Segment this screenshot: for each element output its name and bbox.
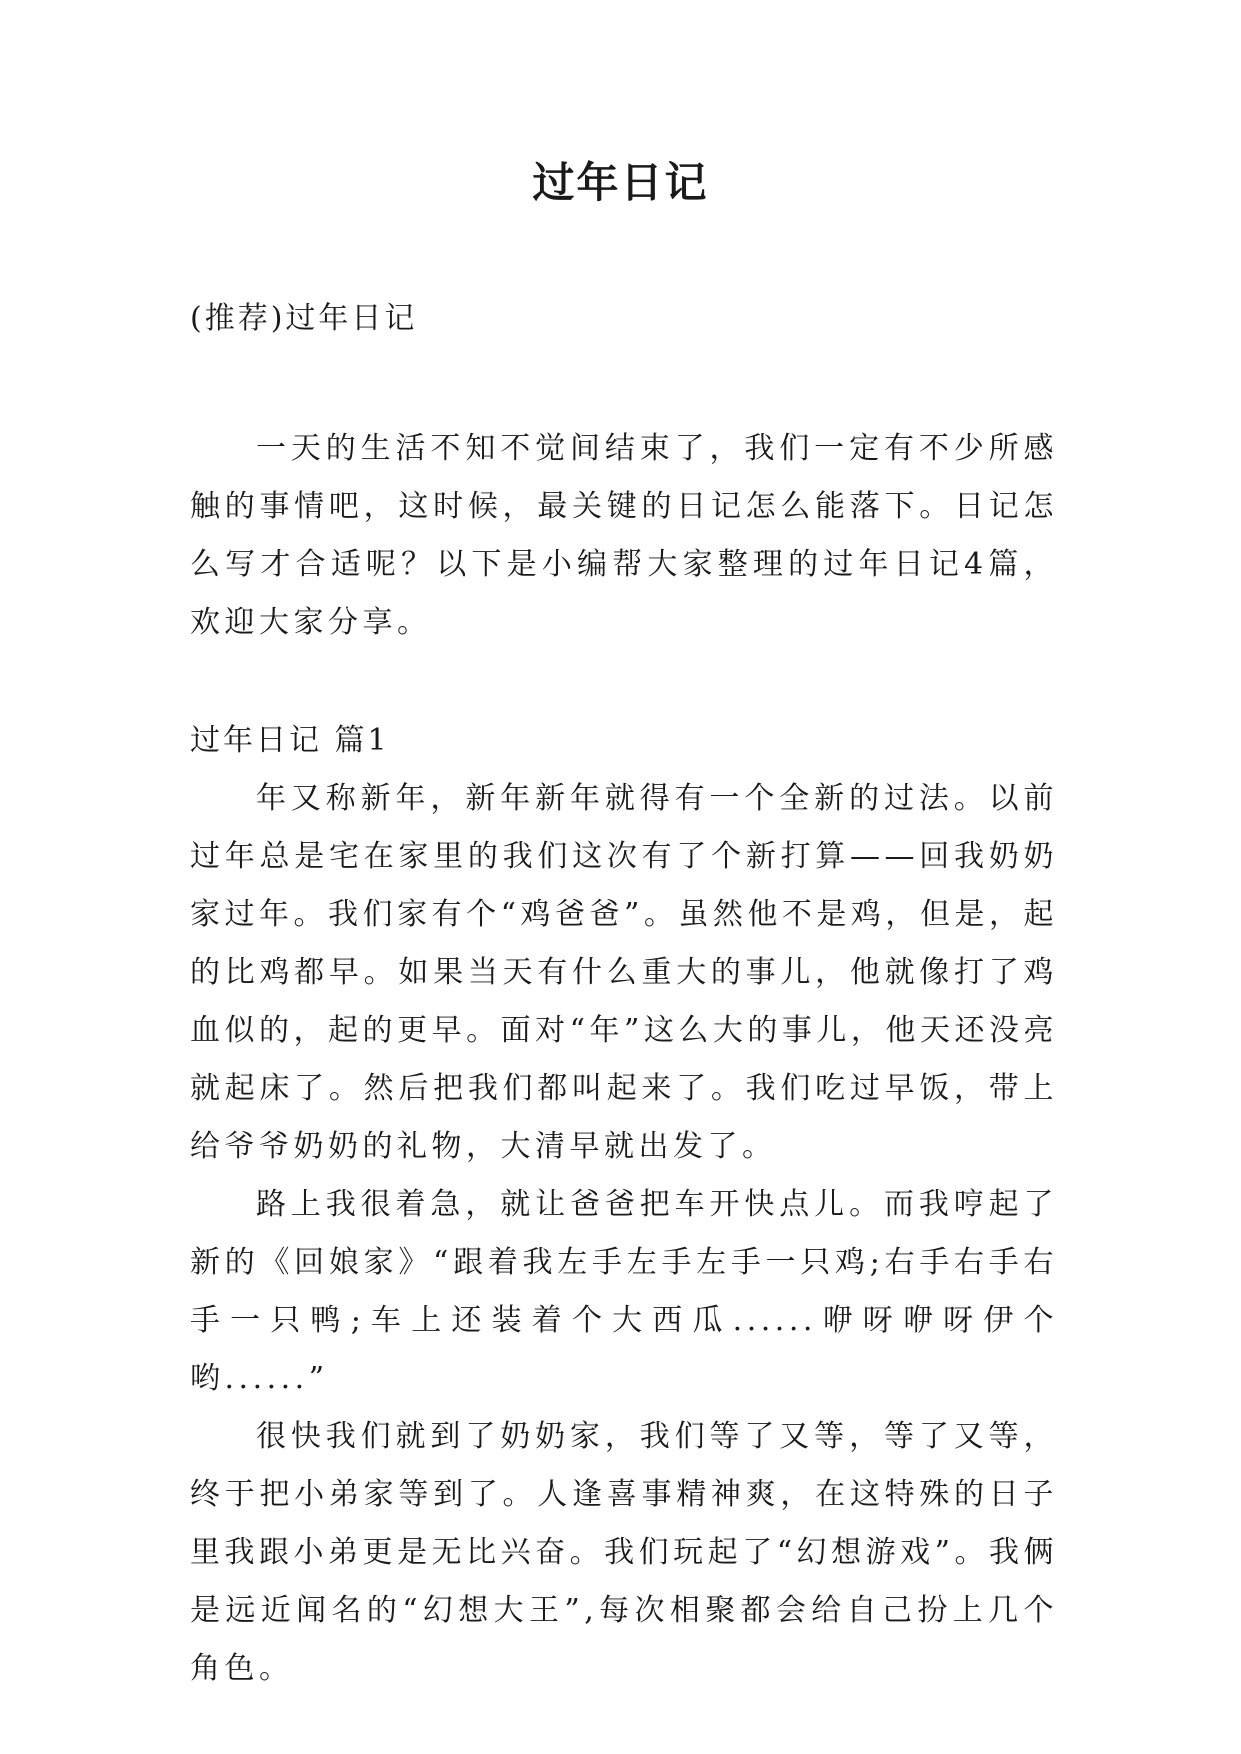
body-paragraph: 很快我们就到了奶奶家，我们等了又等，等了又等，终于把小弟家等到了。人逢喜事精神爽，在这特殊的日子里我跟小弟更是无比兴奋。我们玩起了“幻想游戏”。我俩是远近闻名的“幻想大王”,每次相聚都会给自己扮上几个角色。 [190, 1419, 1058, 1686]
intro-paragraph: 一天的生活不知不觉间结束了，我们一定有不少所感触的事情吧，这时候，最关键的日记怎么能落下。日记怎么写才合适呢？以下是小编帮大家整理的过年日记4篇，欢迎大家分享。 [190, 431, 1058, 640]
spacer [190, 652, 1058, 712]
document-body [190, 290, 1058, 1698]
document-title: 过年日记 [532, 158, 709, 207]
document-subtitle: (推荐)过年日记 [190, 301, 418, 336]
body-paragraph: 路上我很着急，就让爸爸把车开快点儿。而我哼起了新的《回娘家》“跟着我左手左手左手一只鸡;右手右手右手一只鸭;车上还装着个大西瓜......咿呀咿呀伊个哟......” [190, 1187, 1058, 1396]
body-paragraph: 年又称新年，新年新年就得有一个全新的过法。以前过年总是宅在家里的我们这次有了个新打算——回我奶奶家过年。我们家有个“鸡爸爸”。虽然他不是鸡，但是，起的比鸡都早。如果当天有什么重大的事儿，他就像打了鸡血似的，起的更早。面对“年”这么大的事儿，他天还没亮就起床了。然后把我们都叫起来了。我们吃过早饭，带上给爷爷奶奶的礼物，大清早就出发了。 [190, 781, 1058, 1164]
spacer [190, 348, 1058, 420]
section-heading: 过年日记 篇1 [190, 723, 390, 758]
